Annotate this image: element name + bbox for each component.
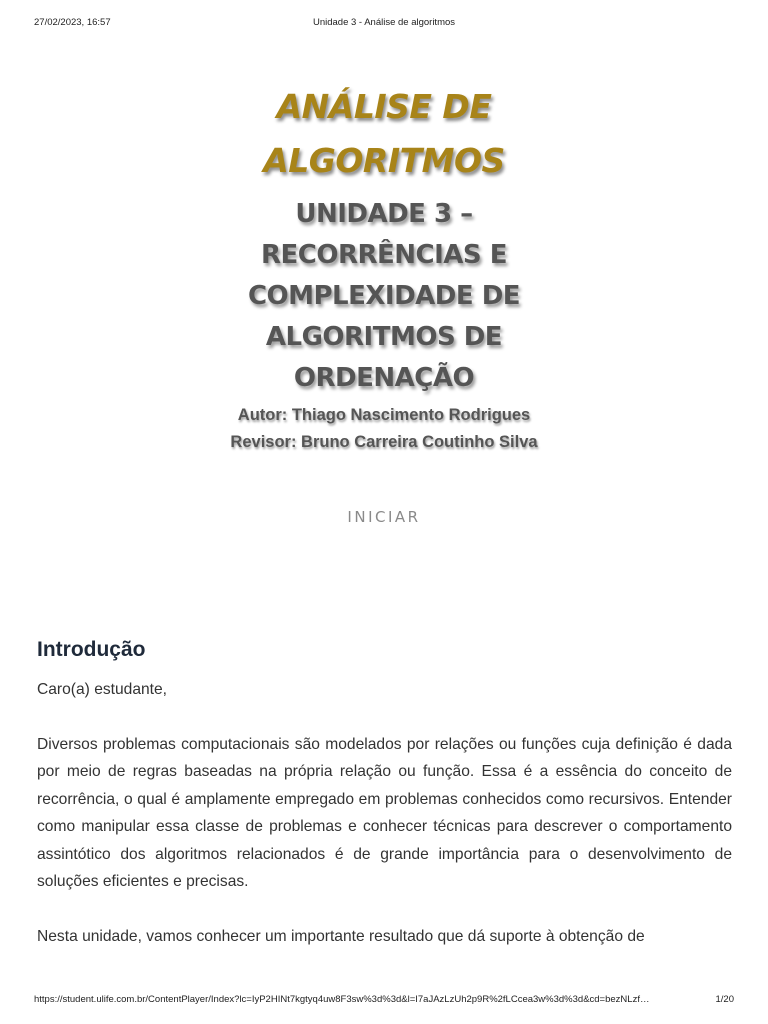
intro-paragraph: Diversos problemas computacionais são modelados por relações ou funções cuja definição é dada por meio de regras baseadas na própria relação ou função. Essa é a essência do conceito de recorrência, o qual é amplamente empregado em problemas conhecidos como recursivos. Entender como manipular essa classe de problemas e conhecer técnicas para descrever o comportamento assintótico dos algoritmos relacionados é de grande importância para o desenvolvimento de soluções eficientes e precisas. xyxy=(37,735,732,890)
course-title-line-2: ALGORITMOS xyxy=(263,141,505,180)
intro-paragraph: Caro(a) estudante, xyxy=(37,681,168,698)
print-date: 27/02/2023, 16:57 xyxy=(34,17,111,28)
intro-paragraph: Nesta unidade, vamos conhecer um importante resultado que dá suporte à obtenção de xyxy=(37,927,645,945)
credits xyxy=(0,402,768,456)
intro-section xyxy=(37,636,732,977)
start-button[interactable]: INICIAR xyxy=(347,508,421,526)
print-doc-title: Unidade 3 - Análise de algoritmos xyxy=(312,17,456,28)
hero-section xyxy=(0,80,768,456)
author-credit: Autor: Thiago Nascimento Rodrigues xyxy=(237,406,531,424)
reviewer-credit: Revisor: Bruno Carreira Coutinho Silva xyxy=(230,433,538,451)
print-footer xyxy=(0,994,768,1008)
unit-title: UNIDADE 3 – RECORRÊNCIAS E COMPLEXIDADE DE ALGORITMOS DE ORDENAÇÃO xyxy=(247,199,521,393)
course-title xyxy=(0,80,768,188)
print-header xyxy=(0,17,768,31)
course-title-line-1: ANÁLISE DE xyxy=(276,87,492,126)
intro-heading: Introdução xyxy=(37,638,146,661)
page-number: 1/20 xyxy=(715,994,734,1005)
print-url: https://student.ulife.com.br/ContentPlayer/Index?lc=IyP2HINt7kgtyq4uw8F3sw%3d%3d&l=I7aJAzLzUh2p9R%2fLCcea3w%3d%3d&cd=bezNLzf… xyxy=(34,994,650,1005)
